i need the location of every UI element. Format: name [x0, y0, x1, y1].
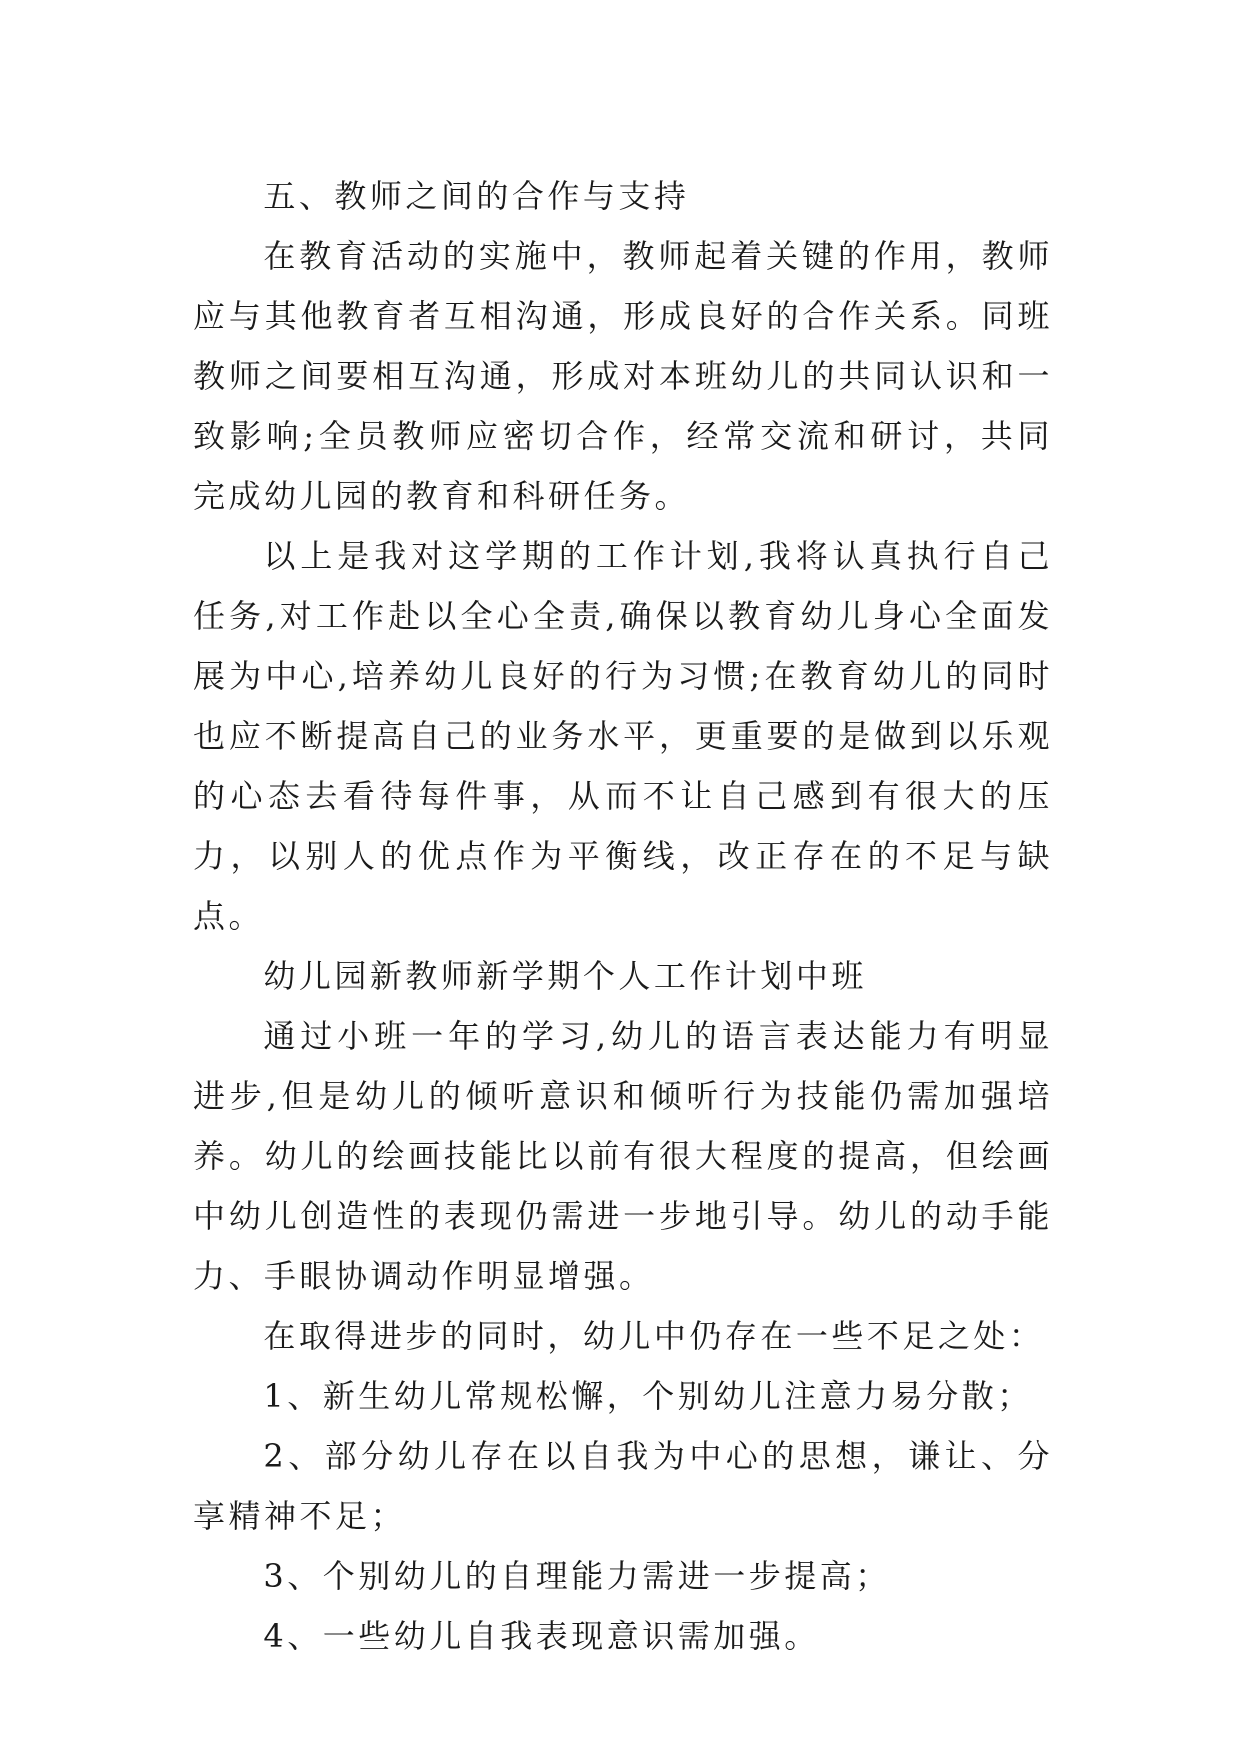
- list-item-1: 1、新生幼儿常规松懈，个别幼儿注意力易分散；: [263, 1377, 1033, 1415]
- paragraph-teacher-cooperation: 在教育活动的实施中，教师起着关键的作用，教师应与其他教育者互相沟通，形成良好的合作关系。同班教师之间要相互沟通，形成对本班幼儿的共同认识和一致影响;全员教师应密切合作，经常交流和研讨，共同完成幼儿园的教育和科研任务。: [193, 237, 1053, 515]
- list-item-3: 3、个别幼儿的自理能力需进一步提高；: [263, 1557, 891, 1595]
- section-heading-plan-title: 幼儿园新教师新学期个人工作计划中班: [263, 957, 867, 995]
- list-item-2: 2、部分幼儿存在以自我为中心的思想，谦让、分享精神不足；: [193, 1437, 1053, 1535]
- section-heading-cooperation: 五、教师之间的合作与支持: [263, 177, 690, 215]
- document-body: [193, 166, 1053, 1666]
- paragraph-semester-summary: 以上是我对这学期的工作计划,我将认真执行自己任务,对工作赴以全心全责,确保以教育幼儿身心全面发展为中心,培养幼儿良好的行为习惯;在教育幼儿的同时也应不断提高自己的业务水平，更重要的是做到以乐观的心态去看待每件事，从而不让自己感到有很大的压力，以别人的优点作为平衡线，改正存在的不足与缺点。: [193, 537, 1053, 935]
- paragraph-shortcomings-intro: 在取得进步的同时，幼儿中仍存在一些不足之处：: [263, 1317, 1045, 1355]
- paragraph-progress: 通过小班一年的学习,幼儿的语言表达能力有明显进步,但是幼儿的倾听意识和倾听行为技能仍需加强培养。幼儿的绘画技能比以前有很大程度的提高，但绘画中幼儿创造性的表现仍需进一步地引导。幼儿的动手能力、手眼协调动作明显增强。: [193, 1017, 1053, 1295]
- list-item-4: 4、一些幼儿自我表现意识需加强。: [263, 1617, 820, 1655]
